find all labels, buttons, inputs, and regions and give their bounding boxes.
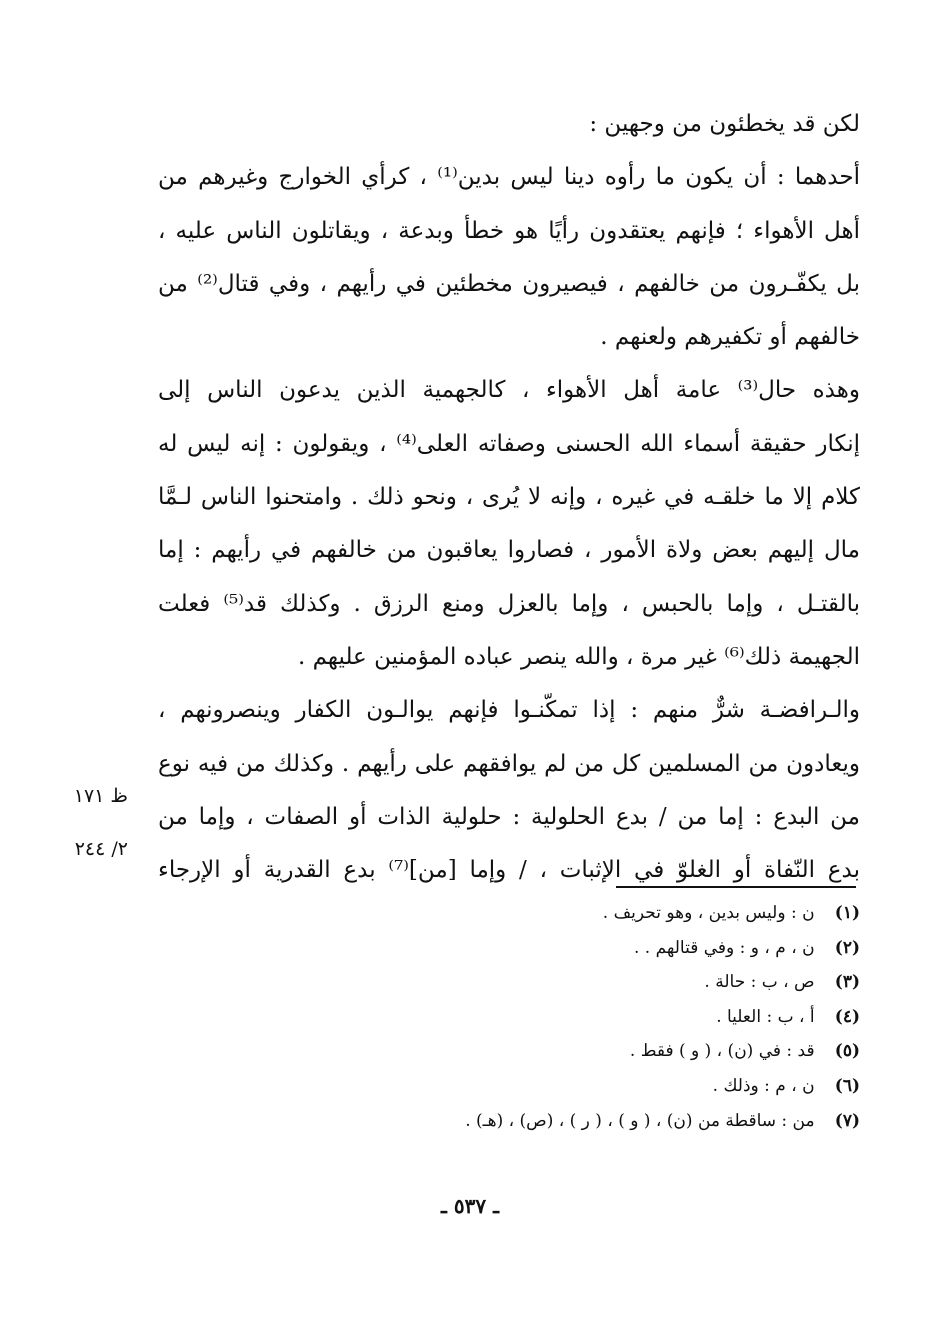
- text-line: ويعادون من المسلمين كل من لم يوافقهم على رأيهم . وكذلك من فيه نوع: [158, 750, 860, 777]
- footnote-number: (٢): [834, 937, 860, 958]
- margin-note: ٢/ ٢٤٤: [74, 838, 128, 861]
- footnote-text: أ ، ب : العليا .: [716, 1006, 815, 1027]
- margin-note: ظ ١٧١: [73, 785, 128, 807]
- page-number: ـ ٥٣٧ ـ: [441, 1194, 499, 1218]
- footnote-number: (٥): [834, 1041, 860, 1062]
- text-line: والـرافضـة شرٌّ منهم : إذا تمكّنـوا فإنهم يوالـون الكفار وينصرونهم ،: [158, 697, 860, 724]
- text-line: مال إليهم بعض ولاة الأمور ، فصاروا يعاقبون من خالفهم في رأيهم : إما: [158, 537, 860, 564]
- footnote-number: (٧): [834, 1110, 860, 1131]
- footnote: [300, 1069, 860, 1104]
- text-line: لكن قد يخطئون من وجهين :: [589, 111, 860, 137]
- footnotes: [300, 896, 860, 1138]
- text-line: بل يكفّـرون من خالفهم ، فيصيرون مخطئين في رأيهم ، وفي قتال⁽²⁾ من: [158, 270, 860, 297]
- margin-notes: [38, 770, 128, 877]
- footnote-text: ن ، م : وذلك .: [712, 1075, 815, 1096]
- text-line: كلام إلا ما خلقـه في غيره ، وإنه لا يُرى ، ونحو ذلك . وامتحنوا الناس لـمَّا: [158, 484, 860, 511]
- footnote: [300, 1034, 860, 1069]
- footnote-number: (٦): [834, 1075, 860, 1096]
- footnote-text: ن ، م ، و : وفي قتالهم . .: [633, 937, 815, 958]
- footnote-text: ن : وليس بدين ، وهو تحريف .: [602, 903, 815, 923]
- main-text: [158, 98, 860, 897]
- text-line: من البدع : إما من / بدع الحلولية : حلولية الذات أو الصفات ، وإما من: [158, 803, 860, 830]
- footnote: [300, 1104, 860, 1139]
- footnote: [300, 1000, 860, 1035]
- footnote: [300, 965, 860, 1000]
- footnote-number: (٣): [834, 972, 860, 993]
- footnote: [300, 896, 860, 931]
- text-line: بدع النّفاة أو الغلوّ في الإثبات ، / وإما [من]⁽⁷⁾ بدع القدرية أو الإرجاء: [158, 857, 860, 884]
- footnote-text: ص ، ب : حالة .: [704, 972, 815, 993]
- text-line: بالقتـل ، وإما بالحبس ، وإما بالعزل ومنع الرزق . وكذلك قد⁽⁵⁾ فعلت: [158, 590, 860, 617]
- text-line: أحدهما : أن يكون ما رأوه دينا ليس بدين⁽¹⁾ ، كرأي الخوارج وغيرهم من: [158, 164, 860, 191]
- text-line: إنكار حقيقة أسماء الله الحسنى وصفاته العلى⁽⁴⁾ ، ويقولون : إنه ليس له: [158, 430, 860, 457]
- footnote-text: قد : في (ن) ، ( و ) فقط .: [629, 1041, 815, 1062]
- footnote-number: (٤): [834, 1006, 860, 1027]
- footnote: [300, 931, 860, 966]
- text-line: الجهيمة ذلك⁽⁶⁾ غير مرة ، والله ينصر عباده المؤمنين عليهم .: [297, 643, 860, 670]
- footnote-text: من : ساقطة من (ن) ، ( و ) ، ( ر ) ، (ص) ، (هـ) .: [465, 1110, 815, 1131]
- footnote-separator: [616, 886, 856, 888]
- text-line: أهل الأهواء ؛ فإنهم يعتقدون رأيًا هو خطأ وبدعة ، ويقاتلون الناس عليه ،: [158, 217, 860, 244]
- footnote-number: (١): [834, 903, 860, 923]
- text-line: وهذه حال⁽³⁾ عامة أهل الأهواء ، كالجهمية الذين يدعون الناس إلى: [158, 377, 860, 404]
- text-line: خالفهم أو تكفيرهم ولعنهم .: [600, 324, 860, 351]
